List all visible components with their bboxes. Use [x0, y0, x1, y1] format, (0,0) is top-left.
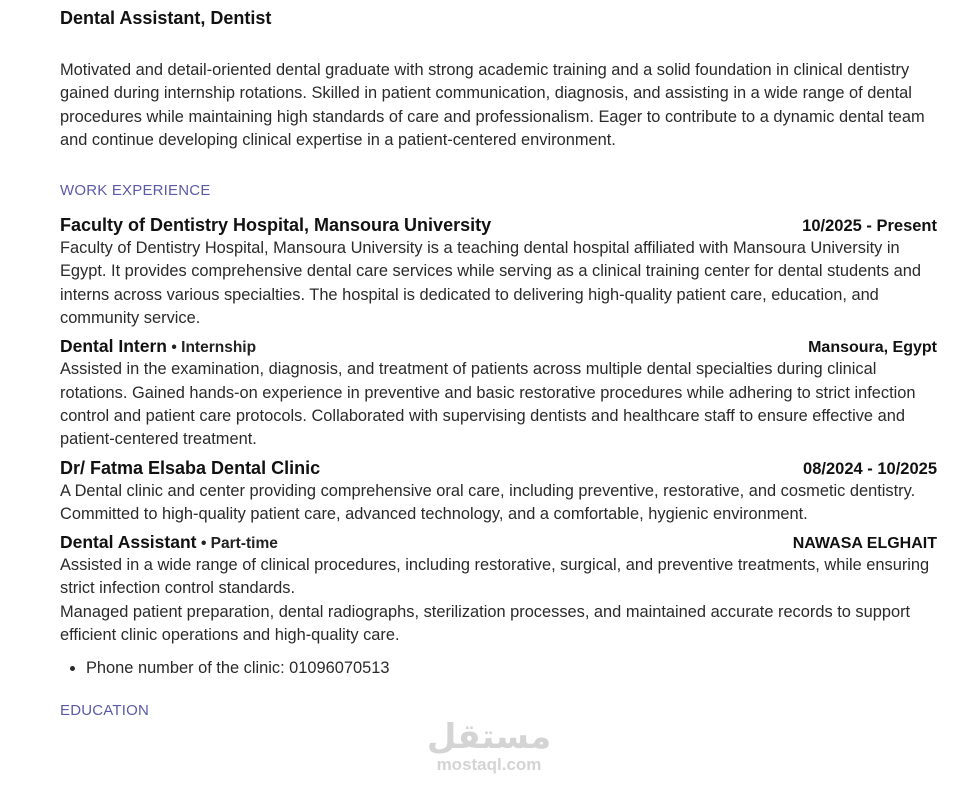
watermark-arabic: مستقل	[426, 717, 552, 757]
section-title-education: EDUCATION	[60, 702, 150, 720]
date-range: 08/2024 - 10/2025	[803, 459, 937, 478]
organization-description: Faculty of Dentistry Hospital, Mansoura University is a teaching dental hospital affiliated with Mansoura University in Egypt. It provides comprehensive dental care services while serving as a clinical training center for dental students and interns across various specialties. The hospital is dedicated to delivering high-quality patient care, education, and community service.	[60, 239, 921, 328]
location: NAWASA ELGHAIT	[792, 535, 937, 553]
headline: Dental Assistant, Dentist	[60, 8, 272, 28]
bullet-list	[60, 657, 937, 680]
watermark-logo	[425, 718, 553, 774]
list-item: • Phone number of the clinic: 01096070513	[86, 657, 937, 680]
organization-description: A Dental clinic and center providing comprehensive oral care, including preventive, restorative, and cosmetic dentistry. Committed to high-quality patient care, advanced technology, and a comfortable, hygienic environment.	[60, 481, 916, 523]
role-description: Managed patient preparation, dental radiographs, sterilization processes, and maintained accurate records to support efficient clinic operations and high-quality care.	[60, 602, 911, 645]
organization-name: Dr/ Fatma Elsaba Dental Clinic	[60, 457, 321, 478]
section-title-work-experience: WORK EXPERIENCE	[60, 182, 211, 200]
role-title: Dental Assistant	[60, 532, 197, 553]
role-description: Assisted in the examination, diagnosis, and treatment of patients across multiple dental specialties during clinical rotations. Gained hands-on experience in preventive and basic restorative procedures while adhering to strict infection control and patient care protocols. Collaborated with supervising dentists and healthcare staff to ensure effective and patient-centered treatment.	[60, 360, 916, 449]
role-title: Dental Intern	[60, 336, 167, 357]
profile-summary: Motivated and detail-oriented dental graduate with strong academic training and a solid foundation in clinical dentistry gained during internship rotations. Skilled in patient communication, diagnosis, and assisting in a wide range of dental procedures while maintaining high standards of care and professionalism. Eager to contribute to a dynamic dental team and continue developing clinical expertise in a patient-centered environment.	[60, 61, 925, 149]
role-header-1	[60, 336, 937, 357]
role-type: • Part-time	[200, 535, 278, 553]
date-range: 10/2025 - Present	[802, 217, 937, 236]
role-type: • Internship	[171, 339, 257, 357]
organization-name: Faculty of Dentistry Hospital, Mansoura University	[60, 215, 492, 236]
watermark-latin: mostaql.com	[436, 755, 542, 774]
experience-header-1	[60, 215, 937, 236]
role-description: Assisted in a wide range of clinical procedures, including restorative, surgical, and preventive treatments, while ensuring strict infection control standards.	[60, 556, 930, 598]
resume-page	[60, 0, 937, 719]
experience-header-2	[60, 458, 937, 479]
role-header-2	[60, 532, 937, 553]
location: Mansoura, Egypt	[808, 339, 937, 357]
